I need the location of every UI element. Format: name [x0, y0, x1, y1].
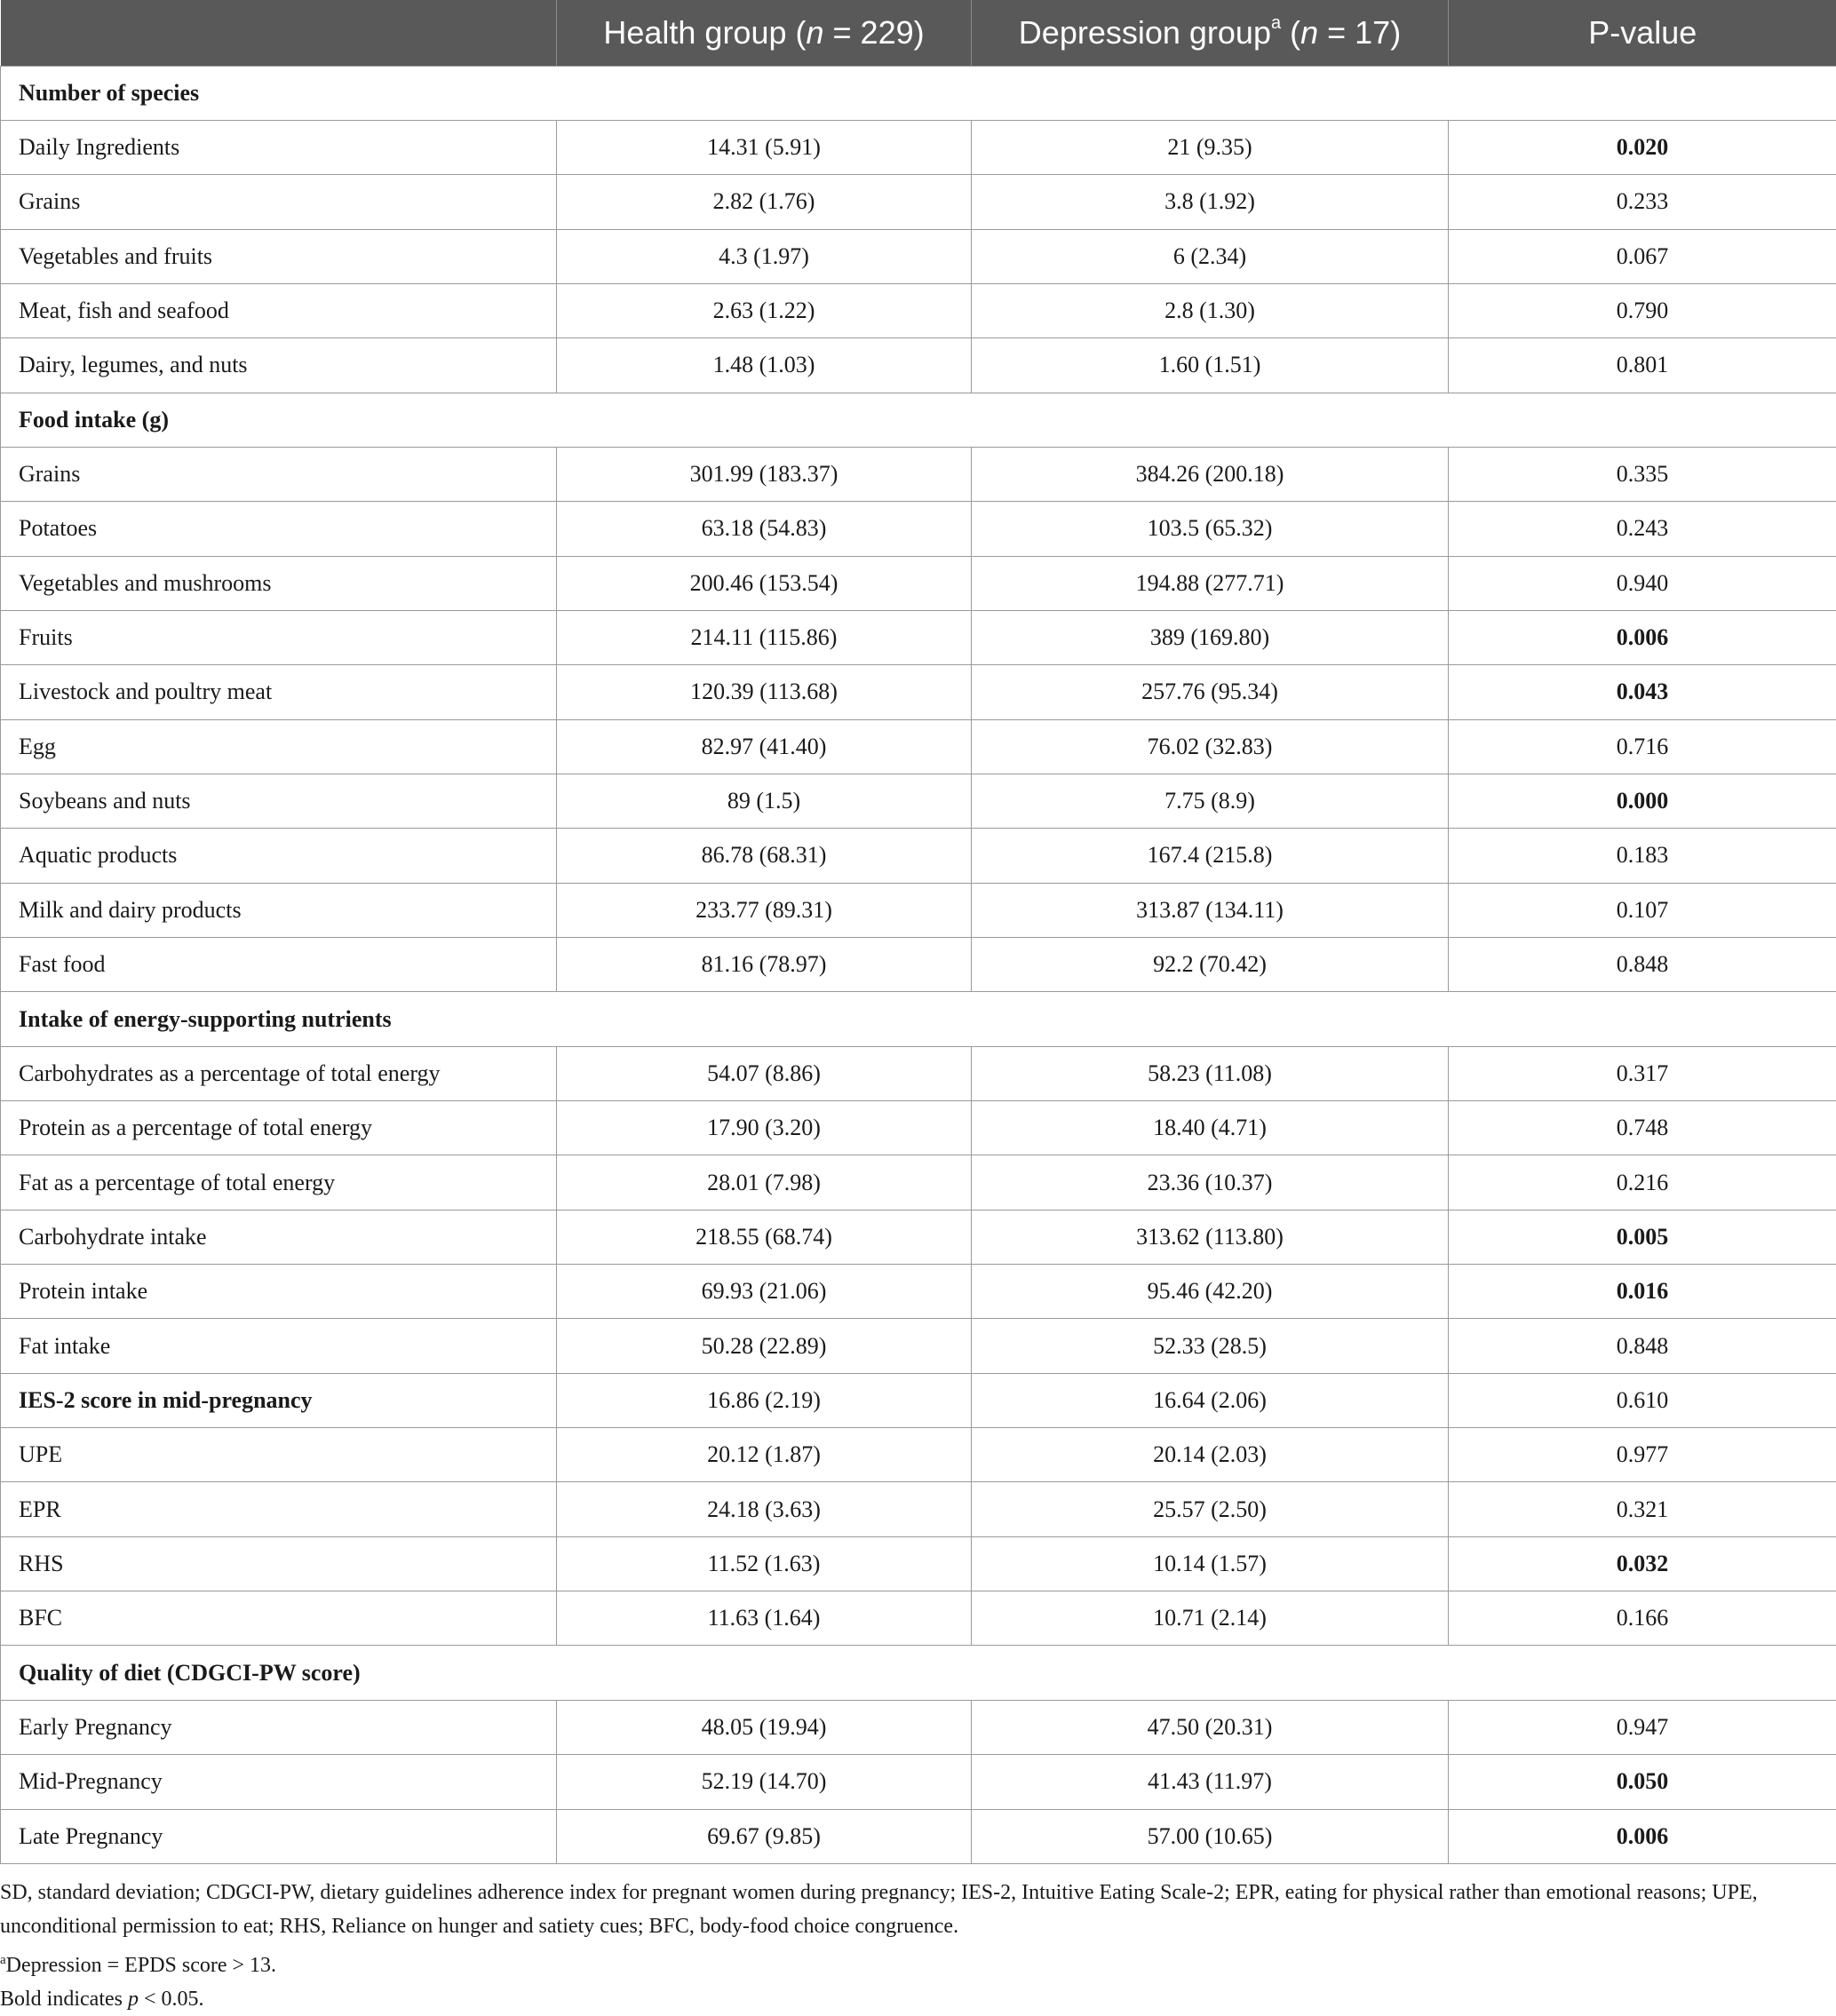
header-row [1, 0, 1836, 66]
p-value: 0.947 [1449, 1700, 1836, 1754]
row-label: Soybeans and nuts [1, 774, 557, 828]
health-group-value: 20.12 (1.87) [557, 1428, 972, 1482]
health-group-value: 86.78 (68.31) [557, 829, 972, 883]
depression-group-value: 23.36 (10.37) [972, 1155, 1449, 1210]
table-row [1, 938, 1836, 992]
health-group-value: 69.67 (9.85) [557, 1809, 972, 1863]
depression-group-value: 194.88 (277.71) [972, 556, 1449, 610]
header-p-value: P-value [1449, 0, 1836, 66]
depression-group-value: 47.50 (20.31) [972, 1700, 1449, 1754]
table-row [1, 1155, 1836, 1210]
p-value: 0.020 [1449, 120, 1836, 174]
row-label: Milk and dairy products [1, 883, 557, 937]
depression-group-value: 41.43 (11.97) [972, 1755, 1449, 1809]
section-row [1, 393, 1836, 447]
p-value: 0.790 [1449, 283, 1836, 337]
depression-group-value: 313.62 (113.80) [972, 1210, 1449, 1264]
p-value: 0.801 [1449, 338, 1836, 393]
p-value: 0.043 [1449, 665, 1836, 719]
row-label: Fruits [1, 610, 557, 664]
header-depression-n: n [1300, 14, 1318, 51]
health-group-value: 233.77 (89.31) [557, 883, 972, 937]
table-row [1, 120, 1836, 174]
table-row [1, 1319, 1836, 1373]
depression-group-value: 57.00 (10.65) [972, 1809, 1449, 1863]
header-health-text: Health group ( [603, 14, 806, 51]
table-row [1, 1482, 1836, 1536]
health-group-value: 1.48 (1.03) [557, 338, 972, 393]
table-row [1, 1700, 1836, 1754]
depression-group-value: 76.02 (32.83) [972, 719, 1449, 774]
p-value: 0.183 [1449, 829, 1836, 883]
bold-note [0, 1982, 1836, 2016]
section-title: Quality of diet (CDGCI-PW score) [1, 1646, 1836, 1700]
depression-group-value: 384.26 (200.18) [972, 447, 1449, 501]
health-group-value: 48.05 (19.94) [557, 1700, 972, 1754]
table-row [1, 1755, 1836, 1809]
bold-note-threshold: < 0.05. [139, 1988, 204, 2011]
health-group-value: 4.3 (1.97) [557, 229, 972, 283]
section-title: Food intake (g) [1, 393, 1836, 447]
table-row [1, 665, 1836, 719]
p-value: 0.977 [1449, 1428, 1836, 1482]
table-row [1, 1428, 1836, 1482]
table-row [1, 1536, 1836, 1591]
row-label: Fat as a percentage of total energy [1, 1155, 557, 1210]
depression-group-value: 95.46 (42.20) [972, 1265, 1449, 1319]
table-row [1, 1809, 1836, 1863]
depression-group-value: 52.33 (28.5) [972, 1319, 1449, 1373]
header-health-group [557, 0, 972, 66]
table-row [1, 502, 1836, 556]
row-label: Protein as a percentage of total energy [1, 1101, 557, 1155]
health-group-value: 69.93 (21.06) [557, 1265, 972, 1319]
row-label: Late Pregnancy [1, 1809, 557, 1863]
health-group-value: 89 (1.5) [557, 774, 972, 828]
p-value: 0.716 [1449, 719, 1836, 774]
p-value: 0.233 [1449, 175, 1836, 229]
health-group-value: 24.18 (3.63) [557, 1482, 972, 1536]
health-group-value: 54.07 (8.86) [557, 1046, 972, 1100]
row-label: Grains [1, 175, 557, 229]
table-row [1, 883, 1836, 937]
depression-group-value: 25.57 (2.50) [972, 1482, 1449, 1536]
table-row [1, 556, 1836, 610]
table-row [1, 1210, 1836, 1264]
table-row [1, 774, 1836, 828]
row-label: Grains [1, 447, 557, 501]
section-row [1, 66, 1836, 120]
row-label: Mid-Pregnancy [1, 1755, 557, 1809]
p-value: 0.317 [1449, 1046, 1836, 1100]
footnote-text: Depression = EPDS score > 13. [6, 1954, 276, 1977]
table-row [1, 1591, 1836, 1646]
table-row [1, 1373, 1836, 1427]
row-label: Protein intake [1, 1265, 557, 1319]
depression-group-value: 7.75 (8.9) [972, 774, 1449, 828]
p-value: 0.000 [1449, 774, 1836, 828]
section-title: Number of species [1, 66, 1836, 120]
row-label: EPR [1, 1482, 557, 1536]
p-value: 0.107 [1449, 883, 1836, 937]
row-label: Egg [1, 719, 557, 774]
health-group-value: 82.97 (41.40) [557, 719, 972, 774]
table-row [1, 1265, 1836, 1319]
p-value: 0.166 [1449, 1591, 1836, 1646]
depression-group-value: 10.14 (1.57) [972, 1536, 1449, 1591]
row-label: BFC [1, 1591, 557, 1646]
row-label: Dairy, legumes, and nuts [1, 338, 557, 393]
header-depression-paren: ( [1281, 14, 1300, 51]
table-row [1, 829, 1836, 883]
row-label: RHS [1, 1536, 557, 1591]
header-health-count: = 229) [824, 14, 925, 51]
table-row [1, 1046, 1836, 1100]
depression-footnote [0, 1943, 1836, 1982]
health-group-value: 11.63 (1.64) [557, 1591, 972, 1646]
depression-group-value: 389 (169.80) [972, 610, 1449, 664]
table-row [1, 447, 1836, 501]
health-group-value: 52.19 (14.70) [557, 1755, 972, 1809]
row-label: Vegetables and mushrooms [1, 556, 557, 610]
table-row [1, 283, 1836, 337]
health-group-value: 214.11 (115.86) [557, 610, 972, 664]
depression-group-value: 103.5 (65.32) [972, 502, 1449, 556]
depression-group-value: 257.76 (95.34) [972, 665, 1449, 719]
table-body [1, 66, 1836, 1863]
table-row [1, 610, 1836, 664]
section-row [1, 1646, 1836, 1700]
header-variable [1, 0, 557, 66]
p-value: 0.067 [1449, 229, 1836, 283]
depression-group-value: 6 (2.34) [972, 229, 1449, 283]
health-group-value: 11.52 (1.63) [557, 1536, 972, 1591]
row-label: Fast food [1, 938, 557, 992]
health-group-value: 50.28 (22.89) [557, 1319, 972, 1373]
depression-group-value: 1.60 (1.51) [972, 338, 1449, 393]
p-value: 0.005 [1449, 1210, 1836, 1264]
health-group-value: 28.01 (7.98) [557, 1155, 972, 1210]
header-health-n: n [807, 14, 824, 51]
row-label: UPE [1, 1428, 557, 1482]
header-depression-footnote-mark: a [1271, 13, 1281, 33]
health-group-value: 16.86 (2.19) [557, 1373, 972, 1427]
health-group-value: 2.63 (1.22) [557, 283, 972, 337]
footnote-mark: a [0, 1953, 6, 1967]
p-value: 0.848 [1449, 1319, 1836, 1373]
row-label: IES-2 score in mid-pregnancy [1, 1373, 557, 1427]
depression-group-value: 21 (9.35) [972, 120, 1449, 174]
row-label: Early Pregnancy [1, 1700, 557, 1754]
depression-group-value: 313.87 (134.11) [972, 883, 1449, 937]
row-label: Potatoes [1, 502, 557, 556]
row-label: Fat intake [1, 1319, 557, 1373]
p-value: 0.216 [1449, 1155, 1836, 1210]
p-value: 0.321 [1449, 1482, 1836, 1536]
section-row [1, 992, 1836, 1046]
row-label: Livestock and poultry meat [1, 665, 557, 719]
row-label: Meat, fish and seafood [1, 283, 557, 337]
p-value: 0.016 [1449, 1265, 1836, 1319]
p-value: 0.243 [1449, 502, 1836, 556]
health-group-value: 200.46 (153.54) [557, 556, 972, 610]
table-row [1, 719, 1836, 774]
depression-group-value: 18.40 (4.71) [972, 1101, 1449, 1155]
p-value: 0.610 [1449, 1373, 1836, 1427]
p-value: 0.848 [1449, 938, 1836, 992]
row-label: Carbohydrate intake [1, 1210, 557, 1264]
table-row [1, 1101, 1836, 1155]
p-value: 0.335 [1449, 447, 1836, 501]
row-label: Vegetables and fruits [1, 229, 557, 283]
abbreviations-note: SD, standard deviation; CDGCI-PW, dietary guidelines adherence index for pregnant women during pregnancy; IES-2, Intuitive Eating Scale-2; EPR, eating for physical rather than emotional reasons; UPE, unconditional permission to eat; RHS, Reliance on hunger and satiety cues; BFC, body-food choice congruence. [0, 1876, 1836, 1943]
health-group-value: 301.99 (183.37) [557, 447, 972, 501]
p-value: 0.050 [1449, 1755, 1836, 1809]
health-group-value: 81.16 (78.97) [557, 938, 972, 992]
depression-group-value: 16.64 (2.06) [972, 1373, 1449, 1427]
p-value: 0.006 [1449, 610, 1836, 664]
depression-group-value: 10.71 (2.14) [972, 1591, 1449, 1646]
table-row [1, 338, 1836, 393]
depression-group-value: 167.4 (215.8) [972, 829, 1449, 883]
health-group-value: 2.82 (1.76) [557, 175, 972, 229]
row-label: Daily Ingredients [1, 120, 557, 174]
health-group-value: 63.18 (54.83) [557, 502, 972, 556]
table-notes [0, 1876, 1836, 2016]
depression-group-value: 92.2 (70.42) [972, 938, 1449, 992]
bold-note-p: p [128, 1988, 139, 2011]
header-depression-count: = 17) [1318, 14, 1401, 51]
health-group-value: 218.55 (68.74) [557, 1210, 972, 1264]
health-group-value: 17.90 (3.20) [557, 1101, 972, 1155]
health-group-value: 14.31 (5.91) [557, 120, 972, 174]
p-value: 0.940 [1449, 556, 1836, 610]
header-depression-text: Depression group [1019, 14, 1271, 51]
header-depression-group [972, 0, 1449, 66]
p-value: 0.006 [1449, 1809, 1836, 1863]
section-title: Intake of energy-supporting nutrients [1, 992, 1836, 1046]
p-value: 0.748 [1449, 1101, 1836, 1155]
row-label: Carbohydrates as a percentage of total energy [1, 1046, 557, 1100]
table-header [1, 0, 1836, 66]
table-row [1, 229, 1836, 283]
health-group-value: 120.39 (113.68) [557, 665, 972, 719]
bold-note-text: Bold indicates [0, 1988, 128, 2011]
depression-group-value: 2.8 (1.30) [972, 283, 1449, 337]
depression-group-value: 3.8 (1.92) [972, 175, 1449, 229]
depression-group-value: 58.23 (11.08) [972, 1046, 1449, 1100]
row-label: Aquatic products [1, 829, 557, 883]
depression-group-value: 20.14 (2.03) [972, 1428, 1449, 1482]
table-row [1, 175, 1836, 229]
p-value: 0.032 [1449, 1536, 1836, 1591]
